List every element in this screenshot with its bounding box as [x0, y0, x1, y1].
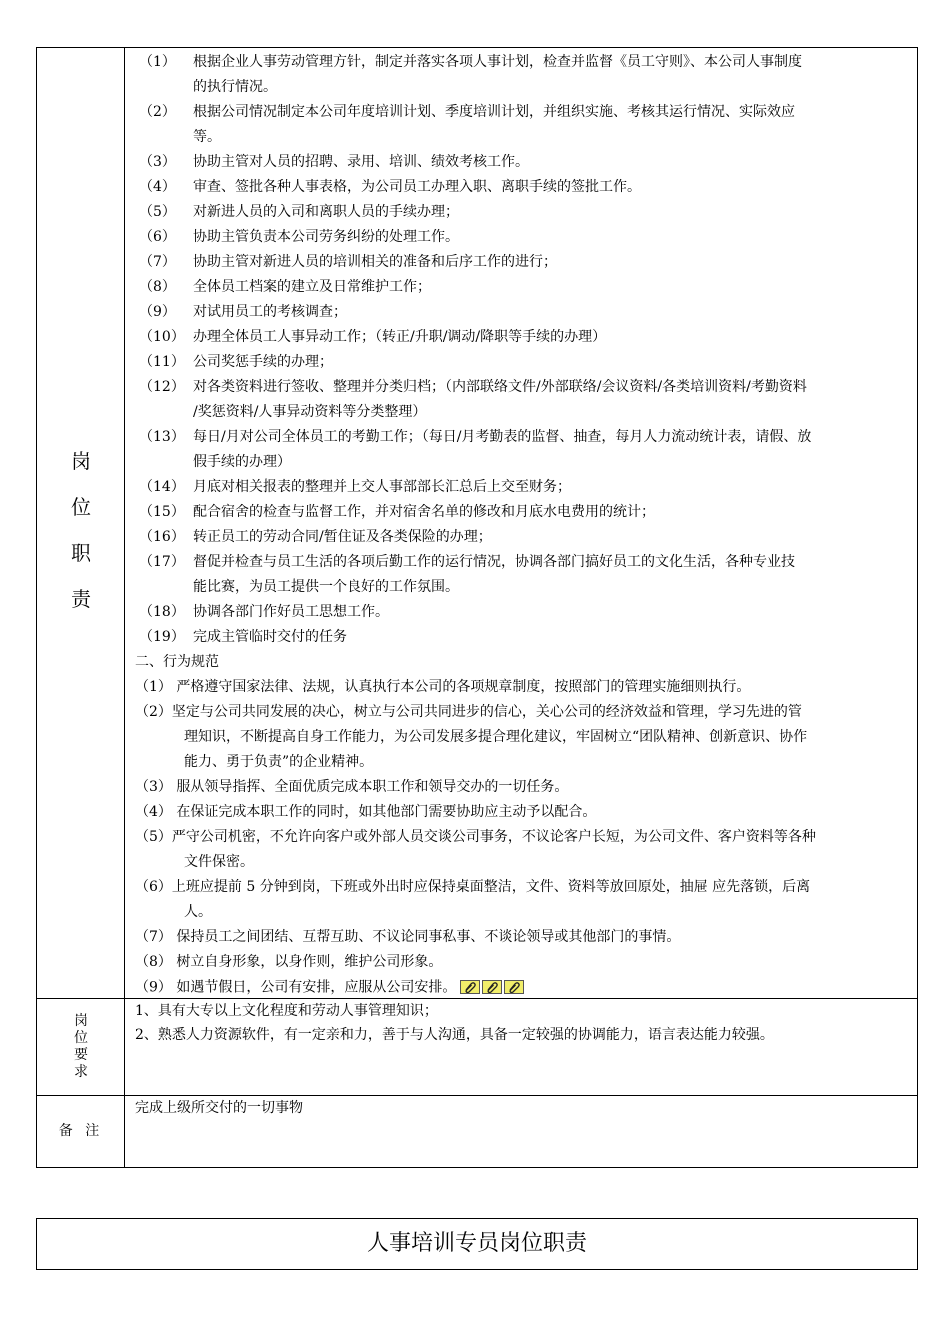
- duty-item: （6） 协助主管负责本公司劳务纠纷的处理工作。: [139, 229, 459, 245]
- conduct-item: （2）坚定与公司共同发展的决心，树立与公司共同进步的信心，关心公司的经济效益和管理，学习先进的管 理知识，不断提高自身工作能力，为公司发展多提合理化建议，牢固树立“团队精神、创新意识、协作 能力、勇于负责”的企业精神。: [135, 704, 808, 770]
- requirements-row: [37, 998, 917, 1095]
- duty-item: （5） 对新进人员的入司和离职人员的手续办理；: [139, 204, 459, 220]
- duty-item: （10） 办理全体员工人事异动工作；（转正/升职/调动/降职等手续的办理）: [139, 329, 607, 345]
- duty-item: （4） 审查、签批各种人事表格，为公司员工办理入职、离职手续的签批工作。: [139, 179, 641, 195]
- conduct-item: （8） 树立自身形象，以身作则，维护公司形象。: [135, 954, 443, 970]
- conduct-item: （3） 服从领导指挥、全面优质完成本职工作和领导交办的一切任务。: [135, 779, 569, 795]
- conduct-item: （5）严守公司机密，不允许向客户或外部人员交谈公司事务，不议论客户长短，为公司文件、客户资料等各种 文件保密。: [135, 829, 816, 870]
- job-description-table: [36, 47, 918, 1168]
- next-section-title: 人事培训专员岗位职责: [36, 1218, 918, 1270]
- duty-item: （3） 协助主管对人员的招聘、录用、培训、绩效考核工作。: [139, 154, 529, 170]
- notes-text: 完成上级所交付的一切事物: [135, 1100, 303, 1116]
- requirements-label-cell: [37, 999, 125, 1095]
- conduct-item: （9） 如遇节假日，公司有安排，应服从公司安排。: [135, 975, 911, 1001]
- duties-content-cell: [125, 48, 917, 998]
- duty-item: （11） 公司奖惩手续的办理；: [139, 354, 333, 370]
- notes-content-cell: [125, 1096, 917, 1167]
- duty-item: （2） 根据公司情况制定本公司年度培训计划、季度培训计划，并组织实施、考核其运行情况、实际效应 等。: [139, 104, 795, 145]
- duty-item: （16） 转正员工的劳动合同/暂住证及各类保险的办理；: [139, 529, 492, 545]
- notes-row: [37, 1095, 917, 1167]
- duty-item: （9） 对试用员工的考核调查；: [139, 304, 347, 320]
- clip-icon-group: [460, 975, 526, 1000]
- conduct-item: （4） 在保证完成本职工作的同时，如其他部门需要协助应主动予以配合。: [135, 804, 597, 820]
- duty-item: （15） 配合宿舍的检查与监督工作，并对宿舍名单的修改和月底水电费用的统计；: [139, 504, 655, 520]
- duty-item: （19） 完成主管临时交付的任务: [139, 629, 347, 645]
- clip-icon: [460, 980, 480, 994]
- clip-icon: [482, 980, 502, 994]
- duty-item: （14） 月底对相关报表的整理并上交人事部部长汇总后上交至财务；: [139, 479, 571, 495]
- requirement-item: 2、熟悉人力资源软件，有一定亲和力，善于与人沟通，具备一定较强的协调能力，语言表达能力较强。: [135, 1027, 774, 1043]
- duty-item: （12） 对各类资料进行签收、整理并分类归档；（内部联络文件/外部联络/会议资料/各类培训资料/考勤资料 /奖惩资料/人事异动资料等分类整理）: [139, 379, 807, 420]
- duty-item: （13） 每日/月对公司全体员工的考勤工作；（每日/月考勤表的监督、抽查，每月人力流动统计表，请假、放 假手续的办理）: [139, 429, 812, 470]
- requirements-content-cell: [125, 999, 917, 1095]
- notes-label: 备 注: [58, 1123, 104, 1139]
- duties-label: 岗 位 职 责: [71, 449, 91, 611]
- duty-item: （8） 全体员工档案的建立及日常维护工作；: [139, 279, 431, 295]
- clip-icon: [504, 980, 524, 994]
- duty-item: （7） 协助主管对新进人员的培训相关的准备和后序工作的进行；: [139, 254, 557, 270]
- duty-item: （17） 督促并检查与员工生活的各项后勤工作的运行情况，协调各部门搞好员工的文化生活，各种专业技 能比赛，为员工提供一个良好的工作氛围。: [139, 554, 795, 595]
- requirement-item: 1、具有大专以上文化程度和劳动人事管理知识；: [135, 1003, 438, 1019]
- conduct-item: （6）上班应提前 5 分钟到岗，下班或外出时应保持桌面整洁，文件、资料等放回原处，抽屉 应先落锁，后离 人。: [135, 879, 811, 920]
- notes-label-cell: [37, 1096, 125, 1167]
- conduct-item: （1） 严格遵守国家法律、法规，认真执行本公司的各项规章制度，按照部门的管理实施细则执行。: [135, 679, 751, 695]
- conduct-heading: 二、行为规范: [135, 654, 219, 670]
- duties-label-cell: [37, 48, 125, 998]
- requirements-label: 岗 位 要 求: [74, 1013, 88, 1080]
- conduct-item: （7） 保持员工之间团结、互帮互助、不议论同事私事、不谈论领导或其他部门的事情。: [135, 929, 681, 945]
- duty-item: （18） 协调各部门作好员工思想工作。: [139, 604, 389, 620]
- duty-item: （1） 根据企业人事劳动管理方针，制定并落实各项人事计划，检查并监督《员工守则》、本公司人事制度 的执行情况。: [139, 54, 802, 95]
- duties-row: [37, 48, 917, 998]
